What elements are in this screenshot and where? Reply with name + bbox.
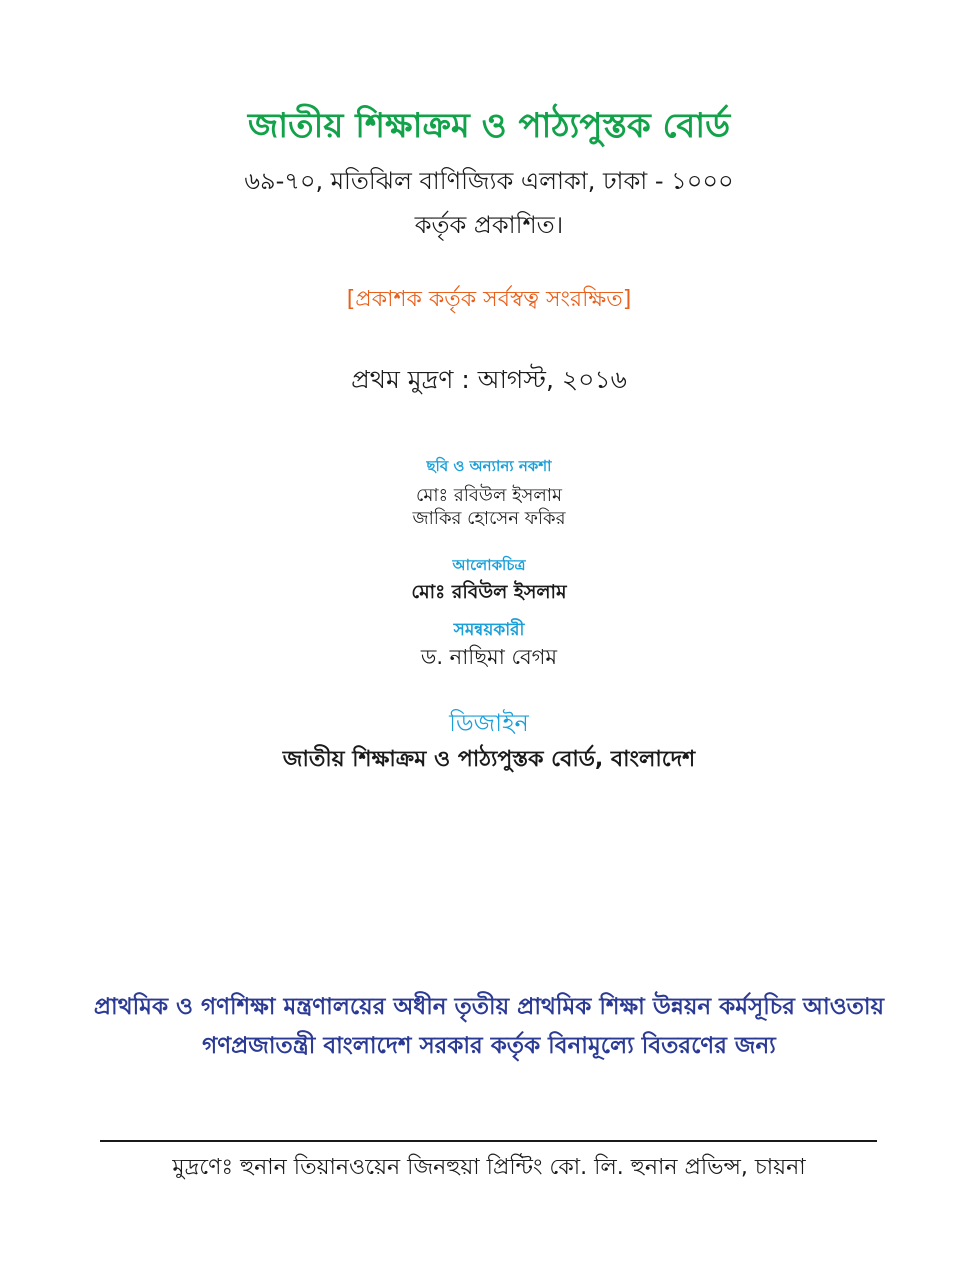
illustrator-name: জাকির হোসেন ফকির [412,508,566,529]
coordinator-heading: সমন্বয়কারী [453,620,525,640]
photographer-name: মোঃ রবিউল ইসলাম [411,581,567,603]
photography-heading: আলোকচিত্র [452,556,526,574]
publisher-name: জাতীয় শিক্ষাক্রম ও পাঠ্যপুস্তক বোর্ড [247,106,731,146]
published-by: কর্তৃক প্রকাশিত। [414,211,564,239]
design-heading: ডিজাইন [449,709,529,737]
printer-credit: মুদ্রণেঃ হুনান তিয়ানওয়েন জিনহুয়া প্রিন্টিং কো. লি. হুনান প্রভিন্স, চায়না [172,1155,806,1180]
distribution-note-line-2: গণপ্রজাতন্ত্রী বাংলাদেশ সরকার কর্তৃক বিনামূল্যে বিতরণের জন্য [202,1033,776,1059]
distribution-note-line-1: প্রাথমিক ও গণশিক্ষা মন্ত্রণালয়ের অধীন তৃতীয় প্রাথমিক শিক্ষা উন্নয়ন কর্মসূচির আওতায় [93,994,885,1020]
publisher-address: ৬৯-৭০, মতিঝিল বাণিজ্যিক এলাকা, ঢাকা - ১০০০ [244,167,734,195]
illustrator-name: মোঃ রবিউল ইসলাম [416,485,562,506]
design-credit: জাতীয় শিক্ষাক্রম ও পাঠ্যপুস্তক বোর্ড, বাংলাদেশ [282,747,696,772]
copyright-notice: [প্রকাশক কর্তৃক সর্বস্বত্ব সংরক্ষিত] [346,287,632,312]
first-print-date: প্রথম মুদ্রণ : আগস্ট, ২০১৬ [351,365,627,394]
divider-rule [100,1140,877,1142]
illustration-heading: ছবি ও অন্যান্য নকশা [426,457,552,475]
coordinator-name: ড. নাছিমা বেগম [420,645,558,669]
